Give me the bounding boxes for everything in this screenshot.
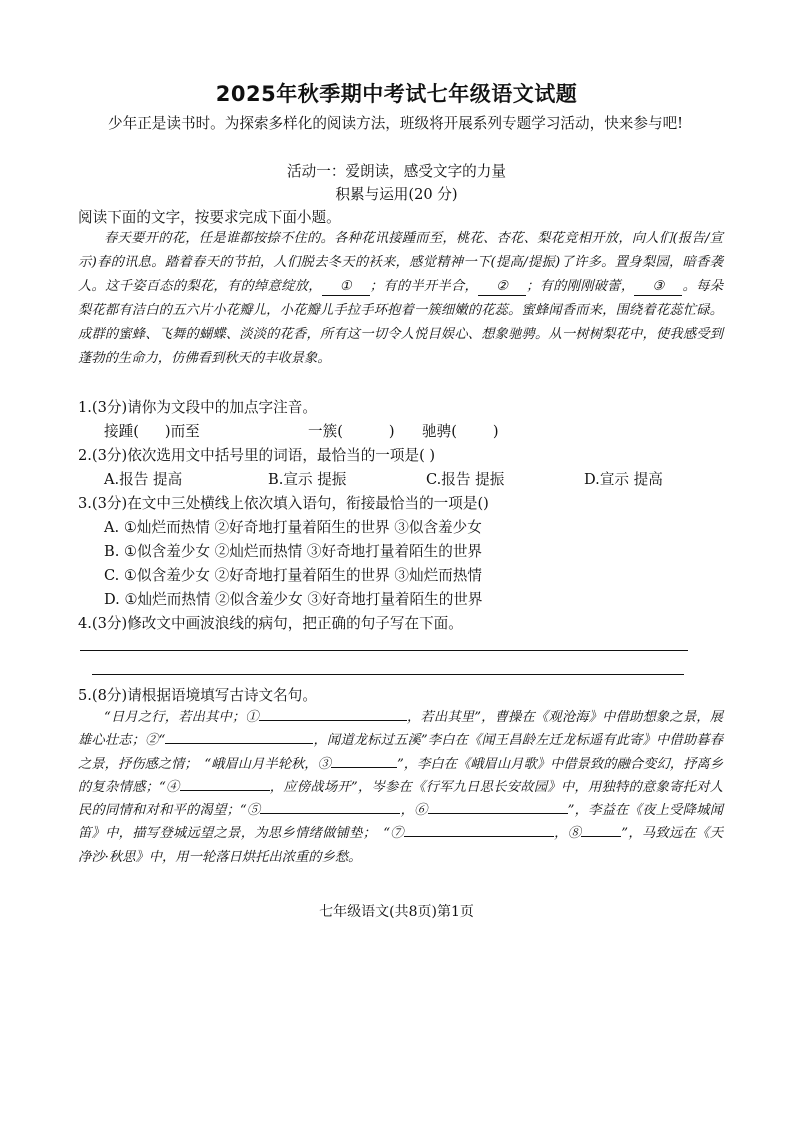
answer-line-1[interactable] [80,650,688,651]
q1-item-2: 一簇( ) [308,423,395,440]
question-5-stem: 5.(8分)请根据语境填写古诗文名句。 [78,687,317,704]
blank-3[interactable]: ③ [634,279,682,296]
q1-item-3: 驰骋( ) [422,423,499,440]
blank-1[interactable]: ① [322,279,370,296]
blank-2[interactable]: ② [478,279,526,296]
poem-blank-5[interactable] [260,813,400,814]
q2-option-b[interactable]: B.宣示 提振 [268,471,347,488]
poem-blank-6[interactable] [428,813,568,814]
q1-item-1: 接踵( )而至 [104,423,200,440]
instruction-text: 阅读下面的文字，按要求完成下面小题。 [78,209,341,226]
answer-line-2[interactable] [92,674,684,675]
poem-blank-1[interactable] [259,720,407,721]
section-heading: 积累与运用(20 分) [335,186,458,203]
poem-blank-7[interactable] [404,836,554,837]
q2-option-c[interactable]: C.报告 提振 [426,471,505,488]
intro-text: 少年正是读书时。为探索多样化的阅读方法，班级将开展系列专题学习活动，快来参与吧! [108,115,684,132]
reading-passage: 春天要开的花，任是谁都按捺不住的。各种花讯接踵而至，桃花、杏花、梨花竞相开放，向人们(报告/宣示)春的讯息。踏着春天的节拍，人们脱去冬天的袄来，感觉精神一下(提高/提振)了许多。置身梨园，暗香袭人。这千姿百态的梨花，有的绰意绽放， ① ；有的半开半合， ② ；有的刚刚破蕾， ③ 。每朵梨花都有洁白的五六片小花瓣儿，小花瓣儿手拉手环抱着一簇细嫩的花蕊。蜜蜂闻香而来，围绕着花蕊忙碌。成群的蜜蜂、飞舞的蝴蝶、淡淡的花香，所有这一切令人悦目娱心、想象驰骋。从一树树梨花中，使我感受到蓬勃的生命力，仿佛看到秋天的丰收景象。 [78,231,724,367]
q3-option-d[interactable]: D. ①灿烂而热情 ②似含羞少女 ③好奇地打量着陌生的世界 [104,591,483,608]
page-footer: 七年级语文(共8页)第1页 [319,904,474,920]
poetry-fill-passage: “日月之行，若出其中；① ，若出其里”，曹操在《观沧海》中借助想象之景，展雄心壮志；②“ ，闻道龙标过五溪”李白在《闻王昌龄左迁龙标遥有此寄》中借助暮春之景，抒伤感之情； “峨眉山月半轮秋，③ ”，李白在《峨眉山月歌》中借景致的融合变幻，抒离乡的复杂情感；“④ ，应傍战场开”，岑参在《行军九日思长安故园》中，用独特的意象寄托对人民的同情和对和平的渴望；“⑤ ，⑥ ”，李益在《夜上受降城闻笛》中，描写登城远望之景，为思乡情绪做铺垫； “⑦ ，⑧ ”，马致远在《天净沙·秋思》中，用一轮落日烘托出浓重的乡愁。 [78,710,724,865]
exam-title: 2025年秋季期中考试七年级语文试题 [215,82,578,106]
q2-option-a[interactable]: A.报告 提高 [104,471,183,488]
question-2-stem: 2.(3分)依次选用文中括号里的词语，最恰当的一项是( ) [78,447,436,464]
poem-blank-4[interactable] [180,790,270,791]
poem-blank-3[interactable] [331,767,397,768]
question-1-stem: 1.(3分)请你为文段中的加点字注音。 [78,399,317,416]
q2-option-d[interactable]: D.宣示 提高 [584,471,663,488]
question-3-stem: 3.(3分)在文中三处横线上依次填入语句，衔接最恰当的一项是() [78,495,489,512]
q3-option-c[interactable]: C. ①似含羞少女 ②好奇地打量着陌生的世界 ③灿烂而热情 [104,567,482,584]
question-4-stem: 4.(3分)修改文中画波浪线的病句，把正确的句子写在下面。 [78,615,463,632]
q3-option-b[interactable]: B. ①似含羞少女 ②灿烂而热情 ③好奇地打量着陌生的世界 [104,543,483,560]
q3-option-a[interactable]: A. ①灿烂而热情 ②好奇地打量着陌生的世界 ③似含羞少女 [104,519,482,536]
poem-blank-2[interactable] [165,743,313,744]
poem-blank-8[interactable] [581,836,621,837]
activity-heading: 活动一：爱朗读，感受文字的力量 [287,163,506,180]
